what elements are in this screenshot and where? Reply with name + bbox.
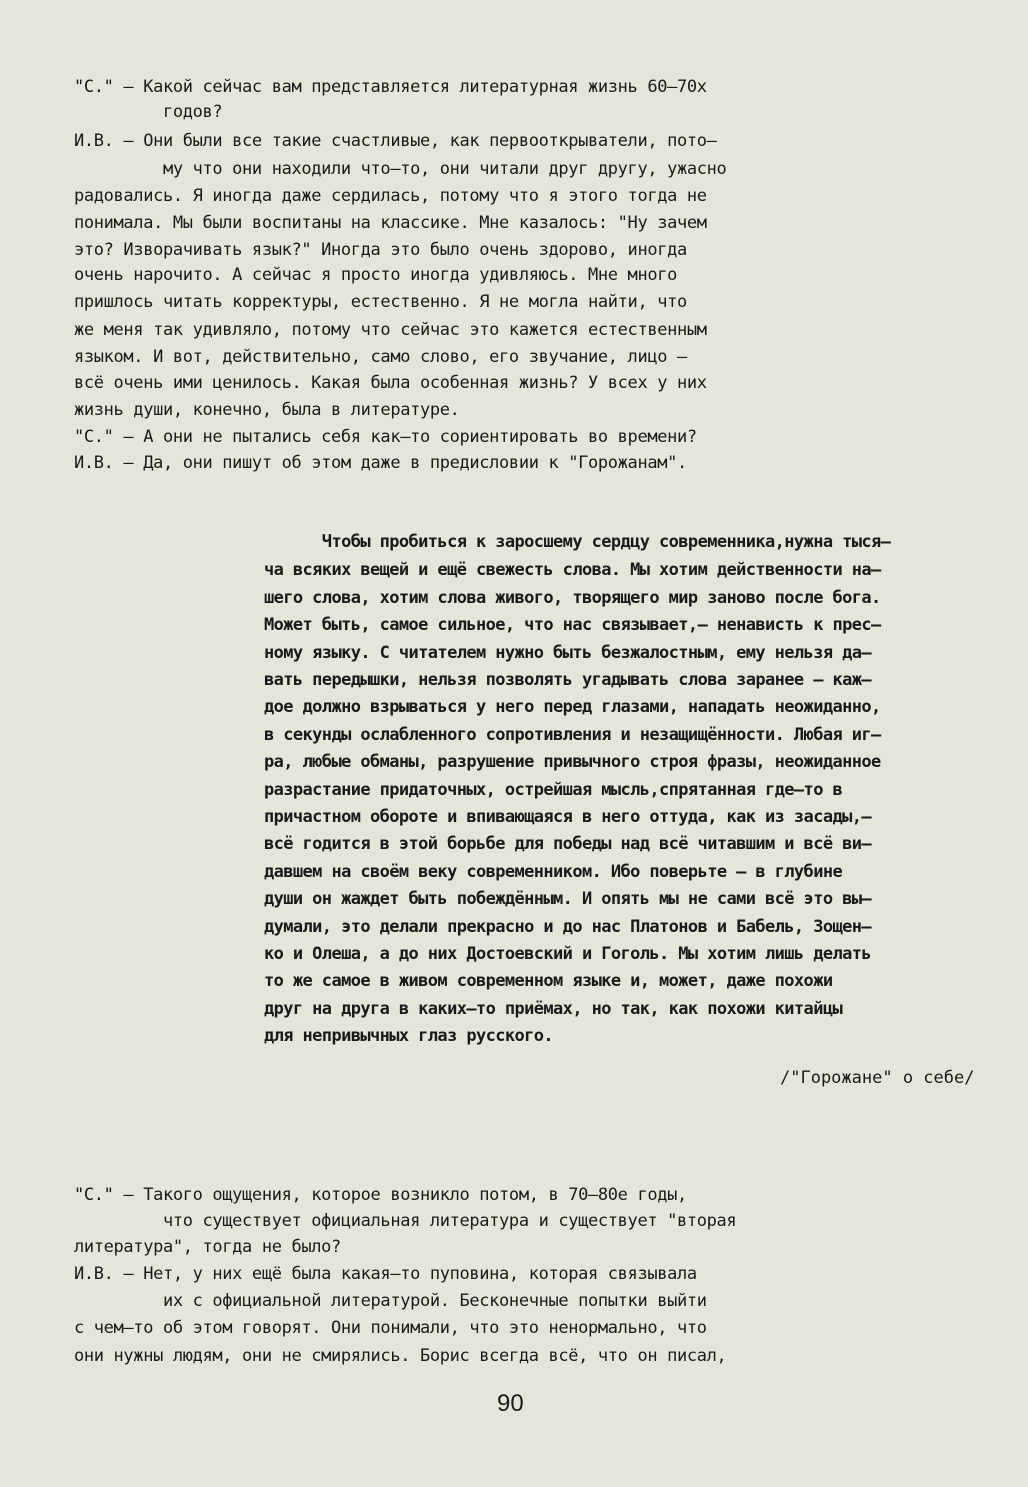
quote-line: давшем на своём веку современником. Ибо поверьте – в глубине [264,862,843,882]
text-line: языком. И вот, действительно, само слово, его звучание, лицо – [74,347,687,367]
text-line: жизнь души, конечно, была в литературе. [74,400,460,420]
text-line: И.В. – Нет, у них ещё была какая–то пуповина, которая связывала [74,1264,697,1284]
quote-line: Может быть, самое сильное, что нас связывает,– ненависть к прес– [264,615,881,635]
quote-line: души он жаждет быть побеждённым. И опять мы не сами всё это вы– [264,889,871,909]
text-line: И.В. – Да, они пишут об этом даже в предисловии к "Горожанам". [74,453,687,473]
text-line: литература", тогда не было? [74,1237,341,1257]
text-line: что существует официальная литература и существует "вторая [74,1211,737,1231]
quote-line: причастном обороте и впивающаяся в него оттуда, как из засады,– [264,807,871,827]
text-line: пришлось читать корректуры, естественно. Я не могла найти, что [74,292,687,312]
text-line: "С." – А они не пытались себя как–то сориентировать во времени? [74,427,697,447]
quote-line: разрастание придаточных, острейшая мысль,спрятанная где–то в [264,780,843,800]
quote-line: шего слова, хотим слова живого, творящего мир заново после бога. [264,588,881,608]
quote-line: друг на друга в каких–то приёмах, но так, как похожи китайцы [264,999,843,1019]
text-line: с чем–то об этом говорят. Они понимали, что это ненормально, что [74,1318,707,1338]
quote-line: думали, это делали прекрасно и до нас Платонов и Бабель, Зощен– [264,917,871,937]
quote-line: Чтобы пробиться к заросшему сердцу современника,нужна тыся– [264,532,891,552]
quote-line: для непривычных глаз русского. [264,1026,554,1046]
text-line: И.В. – Они были все такие счастливые, как первооткрыватели, пото– [74,131,717,151]
quote-line: ча всяких вещей и ещё свежесть слова. Мы хотим действенности на– [264,560,881,580]
text-line: же меня так удивляло, потому что сейчас это кажется естественным [74,320,707,340]
text-line: они нужны людям, они не смирялись. Борис всегда всё, что он писал, [74,1346,727,1366]
text-line: их с официальной литературой. Бесконечные попытки выйти [74,1291,707,1311]
quote-line: ному языку. С читателем нужно быть безжалостным, ему нельзя да– [264,643,871,663]
text-line: всё очень ими ценилось. Какая была особенная жизнь? У всех у них [74,373,707,393]
quote-line: то же самое в живом современном языке и, может, даже похожи [264,971,833,991]
text-line: очень нарочито. А сейчас я просто иногда удивляюсь. Мне много [74,265,677,285]
text-line: "С." – Такого ощущения, которое возникло потом, в 70–80е годы, [74,1185,687,1205]
quote-line: вать передышки, нельзя позволять угадывать слова заранее – каж– [264,670,871,690]
quote-line: ко и Олеша, а до них Достоевский и Гоголь. Мы хотим лишь делать [264,944,871,964]
quote-source: /"Горожане" о себе/ [780,1068,975,1088]
quote-line: дое должно взрываться у него перед глазами, нападать неожиданно, [264,697,881,717]
text-line: годов? [74,102,223,122]
text-line: "С." – Какой сейчас вам представляется литературная жизнь 60–70х [74,77,707,97]
quote-line: в секунды ослабленного сопротивления и незащищённости. Любая иг– [264,725,881,745]
text-line: это? Изворачивать язык?" Иногда это было очень здорово, иногда [74,240,687,260]
quote-line: всё годится в этой борьбе для победы над всё читавшим и всё ви– [264,834,871,854]
page-number: 90 [497,1390,524,1417]
quote-line: ра, любые обманы, разрушение привычного строя фразы, неожиданное [264,752,881,772]
text-line: му что они находили что–то, они читали друг другу, ужасно [74,159,727,179]
text-line: понимала. Мы были воспитаны на классике. Мне казалось: "Ну зачем [74,213,707,233]
text-line: радовались. Я иногда даже сердилась, потому что я этого тогда не [74,186,707,206]
